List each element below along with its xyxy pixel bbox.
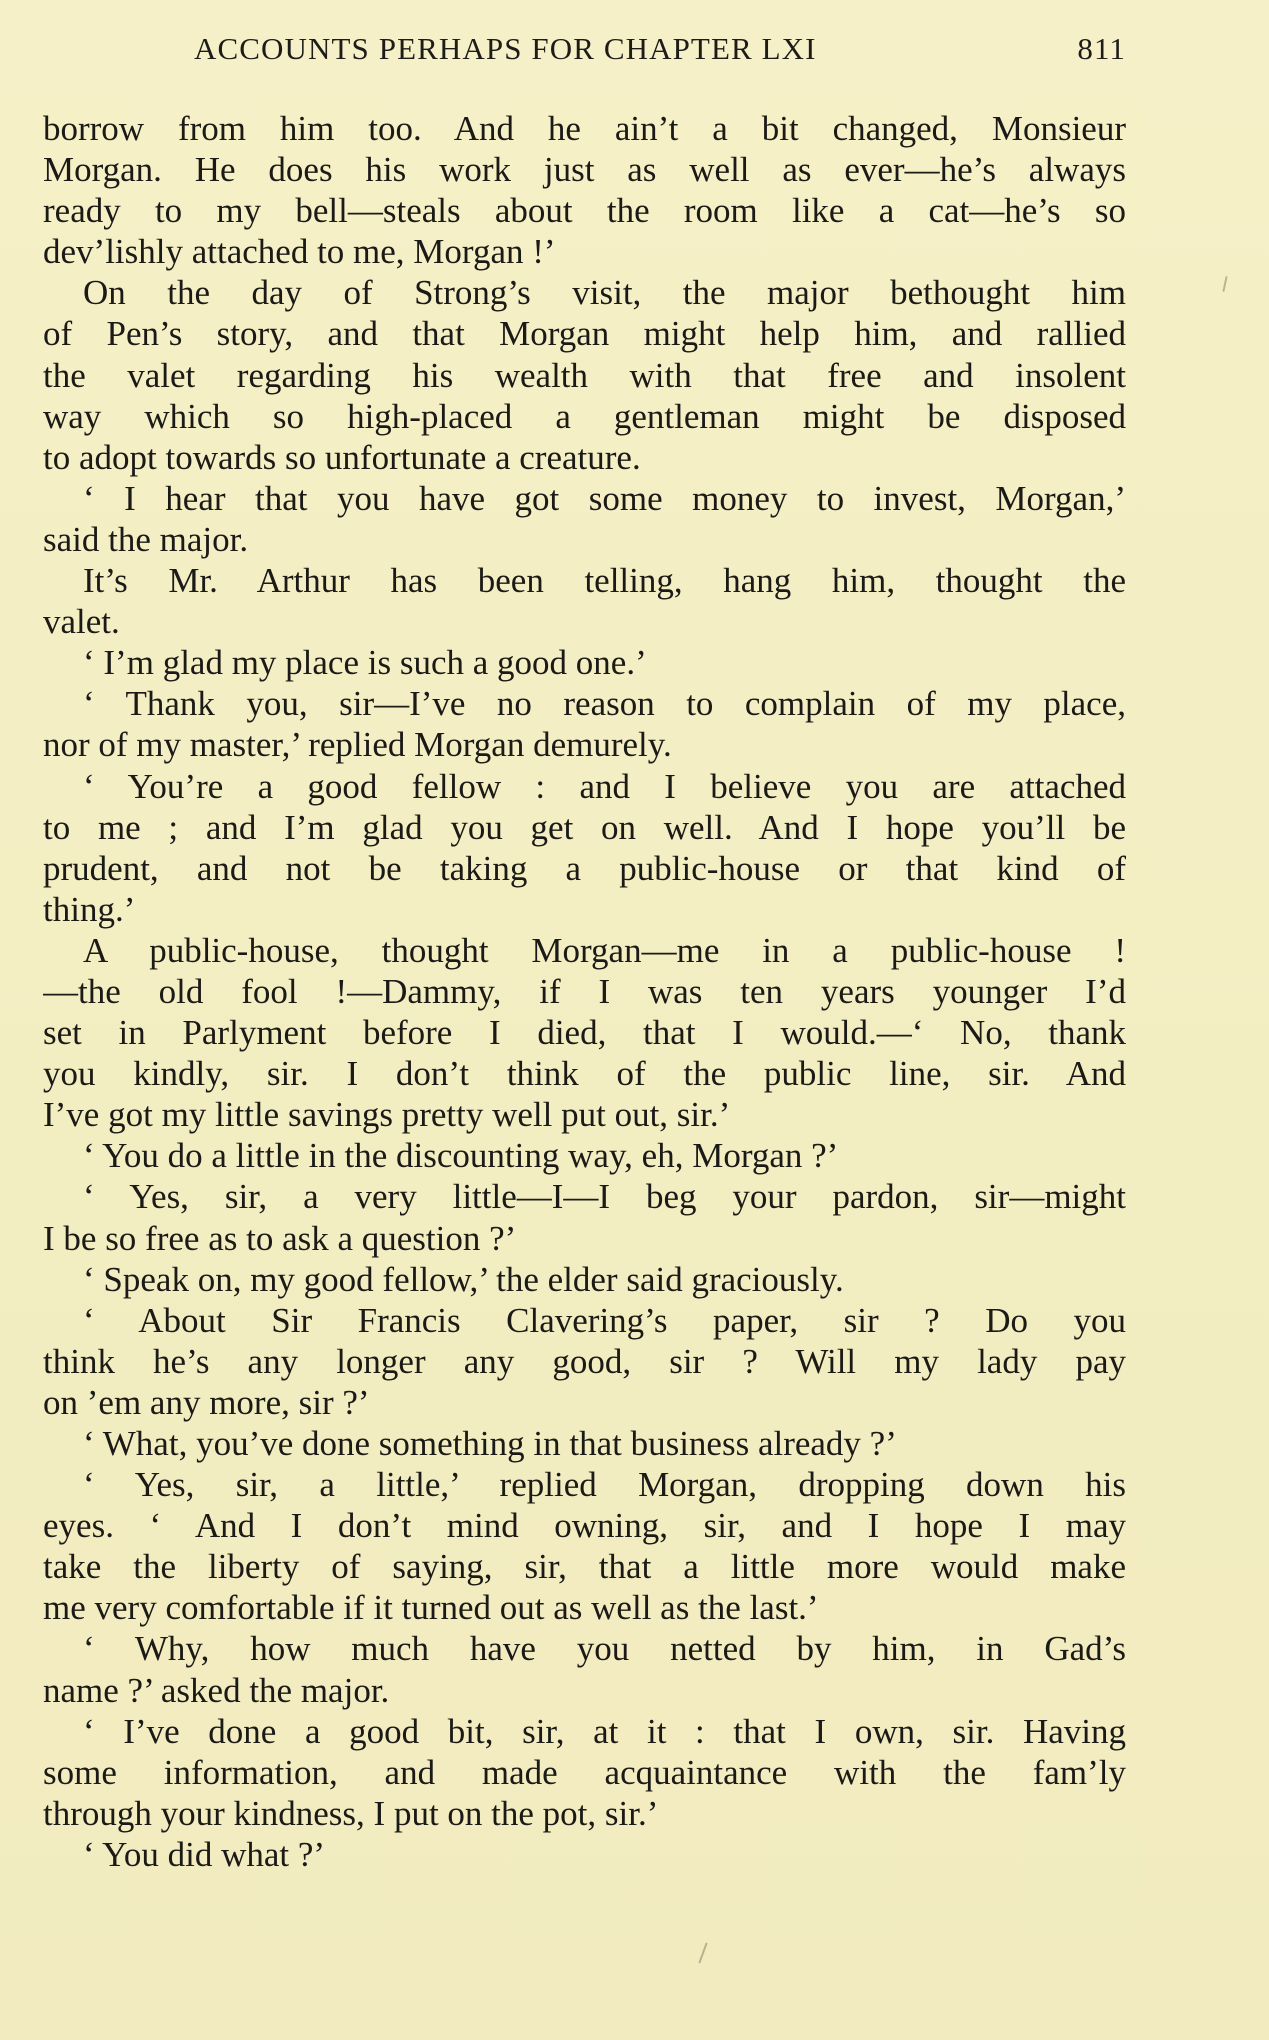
text-line: ‘ Thank you, sir—I’ve no reason to complain of my place,: [83, 684, 1126, 724]
text-line: ‘ You do a little in the discounting way, eh, Morgan ?’: [83, 1136, 839, 1176]
text-line: prudent, and not be taking a public-house or that kind of: [43, 848, 1126, 888]
text-line: I’ve got my little savings pretty well put out, sir.’: [43, 1095, 731, 1135]
text-line: through your kindness, I put on the pot, sir.’: [43, 1793, 659, 1833]
text-line: of Pen’s story, and that Morgan might help him, and rallied: [43, 314, 1126, 354]
text-line: On the day of Strong’s visit, the major bethought him: [83, 273, 1126, 313]
text-line: ‘ Why, how much have you netted by him, in Gad’s: [83, 1629, 1126, 1669]
text-line: It’s Mr. Arthur has been telling, hang him, thought the: [83, 561, 1126, 601]
text-line: you kindly, sir. I don’t think of the public line, sir. And: [43, 1054, 1126, 1094]
text-line: nor of my master,’ replied Morgan demurely.: [43, 725, 672, 765]
body-text: [43, 108, 1126, 1875]
text-line: eyes. ‘ And I don’t mind owning, sir, and I hope I may: [43, 1506, 1126, 1546]
text-line: name ?’ asked the major.: [43, 1670, 390, 1710]
text-line: the valet regarding his wealth with that free and insolent: [43, 355, 1126, 395]
text-line: —the old fool !—Dammy, if I was ten years younger I’d: [43, 971, 1126, 1011]
text-line: ‘ What, you’ve done something in that business already ?’: [83, 1424, 897, 1463]
text-line: set in Parlyment before I died, that I would.—‘ No, thank: [43, 1013, 1126, 1053]
text-line: Morgan. He does his work just as well as ever—he’s always: [43, 150, 1126, 190]
running-title: ACCOUNTS PERHAPS FOR CHAPTER LXI: [194, 31, 817, 66]
text-line: some information, and made acquaintance with the fam’ly: [43, 1752, 1126, 1792]
text-line: on ’em any more, sir ?’: [43, 1382, 370, 1422]
text-line: way which so high-placed a gentleman might be disposed: [43, 396, 1126, 436]
text-line: me very comfortable if it turned out as well as the last.’: [43, 1588, 819, 1628]
text-line: ‘ I hear that you have got some money to invest, Morgan,’: [83, 478, 1126, 518]
text-line: ‘ You did what ?’: [83, 1834, 326, 1874]
text-line: think he’s any longer any good, sir ? Will my lady pay: [43, 1341, 1126, 1381]
text-line: borrow from him too. And he ain’t a bit changed, Monsieur: [43, 109, 1126, 148]
text-line: to adopt towards so unfortunate a creature.: [43, 437, 641, 477]
page-speck: [698, 1942, 707, 1963]
text-line: I be so free as to ask a question ?’: [43, 1218, 517, 1258]
text-line: to me ; and I’m glad you get on well. And I hope you’ll be: [43, 807, 1126, 847]
text-line: ‘ Speak on, my good fellow,’ the elder said graciously.: [83, 1259, 844, 1299]
text-line: ready to my bell—steals about the room like a cat—he’s so: [43, 191, 1126, 231]
text-line: dev’lishly attached to me, Morgan !’: [43, 232, 556, 272]
text-line: A public-house, thought Morgan—me in a public-house !: [83, 930, 1126, 970]
page-speck: [1222, 276, 1227, 292]
text-line: thing.’: [43, 889, 136, 929]
text-line: said the major.: [43, 519, 249, 559]
text-line: ‘ Yes, sir, a little,’ replied Morgan, dropping down his: [83, 1465, 1126, 1505]
text-line: take the liberty of saying, sir, that a little more would make: [43, 1547, 1126, 1587]
text-line: ‘ Yes, sir, a very little—I—I beg your pardon, sir—might: [83, 1177, 1126, 1217]
text-line: ‘ About Sir Francis Clavering’s paper, sir ? Do you: [83, 1300, 1126, 1340]
text-line: valet.: [43, 602, 120, 642]
text-line: ‘ I’m glad my place is such a good one.’: [83, 643, 647, 683]
running-head: [194, 24, 1126, 74]
text-line: ‘ You’re a good fellow : and I believe you are attached: [83, 766, 1126, 806]
text-line: ‘ I’ve done a good bit, sir, at it : that I own, sir. Having: [83, 1711, 1126, 1751]
page-number: 811: [1077, 31, 1126, 66]
